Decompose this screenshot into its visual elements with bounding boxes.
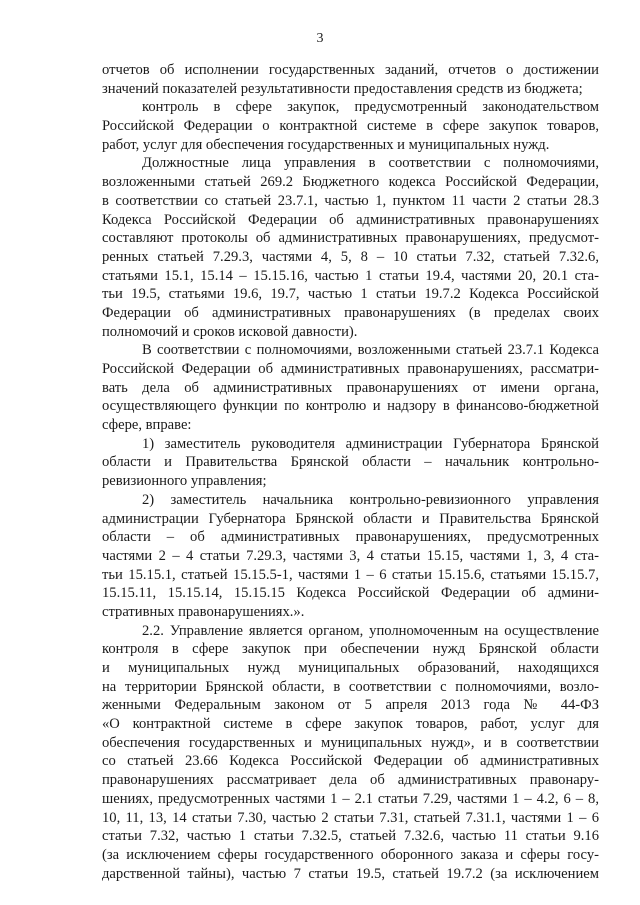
text-line: дарственной тайны), частью 7 статьи 19.5, статьей 19.7.2 (за исключением xyxy=(102,865,599,882)
text-line: тьи 19.5, статьями 19.6, 19.7, частью 1 статьи 19.7.2 Кодекса Российской xyxy=(102,286,599,303)
text-line: статьи 7.32, частью 1 статьи 7.32.5, статьей 7.32.6, частью 11 статьи 9.16 xyxy=(102,828,599,845)
document-body xyxy=(102,61,599,883)
text-line: 2) заместитель начальника контрольно-ревизионного управления xyxy=(142,491,599,508)
text-line: полномочий и сроков исковой давности). xyxy=(102,323,358,340)
text-line: составляют протоколы об административных правонарушениях, предусмот- xyxy=(102,230,599,247)
text-line: отчетов об исполнении государственных заданий, отчетов о достижении xyxy=(102,62,599,78)
text-line: осуществляющего функции по контролю и надзору в финансово-бюджетной xyxy=(102,398,599,415)
text-line: сфере, вправе: xyxy=(102,417,192,434)
text-line: частями 2 – 4 статьи 7.29.3, частями 3, 4 статьи 15.15, частями 1, 3, 4 ста- xyxy=(102,547,599,564)
text-line: обеспечения государственных и муниципальных нужд», и в соответствии xyxy=(102,734,599,751)
text-line: в соответствии со статьей 23.7.1, частью 1, пунктом 11 части 2 статьи 28.3 xyxy=(102,192,599,209)
text-line: (за исключением сферы государственного оборонного заказа и сферы госу- xyxy=(102,846,599,863)
text-line: контроль в сфере закупок, предусмотренный законодательством xyxy=(142,99,599,116)
text-line: Федерации об административных правонарушениях (в пределах своих xyxy=(102,304,599,321)
text-line: администрации Губернатора Брянской области и Правительства Брянской xyxy=(102,510,599,527)
text-line: значений показателей результативности предоставления средств из бюджета; xyxy=(102,80,583,97)
page-number: 3 xyxy=(316,31,324,46)
text-line: стративных правонарушениях.». xyxy=(102,603,305,620)
text-line: 15.15.11, 15.15.14, 15.15.15 Кодекса Российской Федерации об админи- xyxy=(102,585,599,602)
text-line: области и Правительства Брянской области – начальник контрольно- xyxy=(102,454,599,471)
text-line: Российской Федерации об административных правонарушениях, рассматри- xyxy=(102,361,599,377)
text-line: со статьей 23.66 Кодекса Российской Федерации об административных xyxy=(102,753,599,770)
text-line: «О контрактной системе в сфере закупок товаров, работ, услуг для xyxy=(102,716,599,733)
text-line: ревизионного управления; xyxy=(102,473,267,490)
text-line: контроля в сфере закупок при обеспечении нужд Брянской области xyxy=(102,641,599,658)
text-line: вать дела об административных правонарушениях от имени органа, xyxy=(102,379,599,396)
text-line: В соответствии с полномочиями, возложенными статьей 23.7.1 Кодекса xyxy=(142,342,599,359)
text-line: 10, 11, 13, 14 статьи 7.30, частью 2 статьи 7.31, статьей 7.31.1, частями 1 – 6 xyxy=(102,809,599,826)
text-line: области – об административных правонарушениях, предусмотренных xyxy=(102,529,599,546)
text-line: 1) заместитель руководителя администрации Губернатора Брянской xyxy=(142,435,599,452)
text-line: Должностные лица управления в соответствии с полномочиями, xyxy=(142,155,599,172)
text-line: Российской Федерации о контрактной системе в сфере закупок товаров, xyxy=(102,118,599,135)
text-line: на территории Брянской области, в соответствии с полномочиями, возло- xyxy=(102,678,599,695)
text-line: тьи 15.15.1, статьей 15.15.5-1, частями 1 – 6 статьи 15.15.6, статьями 15.15.7, xyxy=(102,566,599,583)
text-line: женными Федеральным законом от 5 апреля 2013 года № 44-ФЗ xyxy=(102,697,599,714)
text-line: 2.2. Управление является органом, уполномоченным на осуществление xyxy=(142,622,599,639)
text-line: ренных статьей 7.29.3, частями 4, 5, 8 – 10 статьи 7.32, статьей 7.32.6, xyxy=(102,248,599,265)
text-line: Кодекса Российской Федерации об административных правонарушениях xyxy=(102,211,599,228)
text-line: статьями 15.1, 15.14 – 15.15.16, частью 1 статьи 19.4, частями 20, 20.1 ста- xyxy=(102,267,599,284)
text-line: возложенными статьей 269.2 Бюджетного кодекса Российской Федерации, xyxy=(102,174,599,191)
text-line: работ, услуг для обеспечения государственных и муниципальных нужд. xyxy=(102,136,550,153)
text-line: шениях, предусмотренных частями 1 – 2.1 статьи 7.29, частями 1 – 4.2, 6 – 8, xyxy=(102,790,599,807)
text-line: правонарушениях рассматривает дела об административных правонару- xyxy=(102,772,599,789)
text-line: и муниципальных нужд муниципальных образований, находящихся xyxy=(102,660,599,676)
